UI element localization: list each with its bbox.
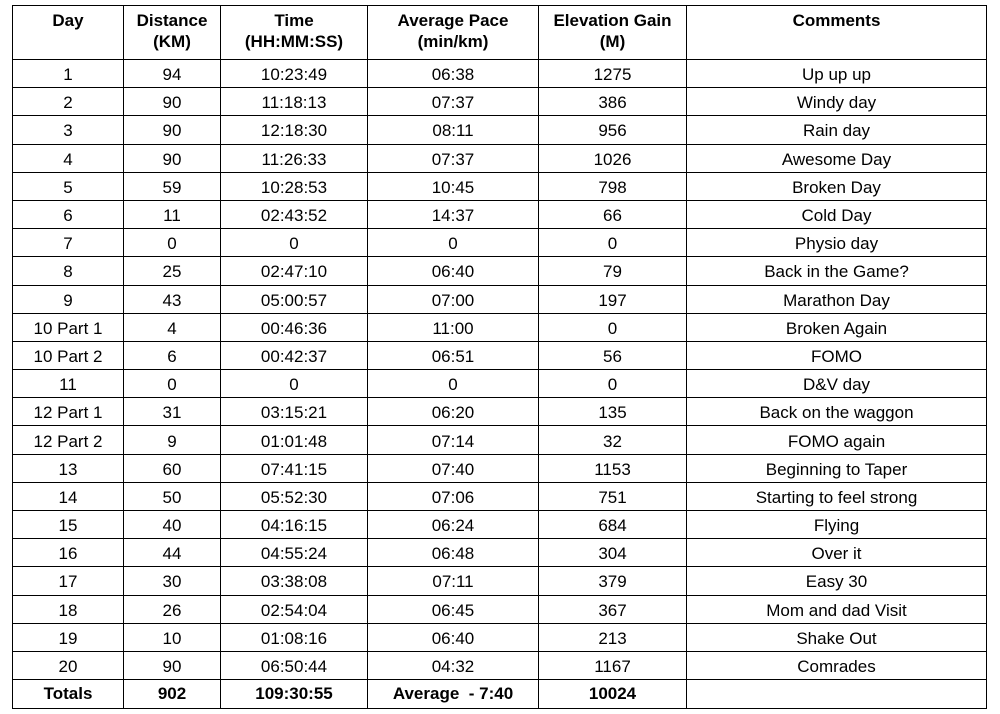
- cell-distance: 0: [124, 370, 221, 398]
- totals-elevation: 10024: [539, 680, 687, 709]
- header-pace-line1: Average Pace: [397, 11, 509, 30]
- cell-day: 19: [13, 623, 124, 651]
- cell-time: 05:52:30: [221, 482, 368, 510]
- cell-elevation: 751: [539, 482, 687, 510]
- cell-pace: 08:11: [368, 116, 539, 144]
- cell-pace: 06:51: [368, 341, 539, 369]
- cell-day: 10 Part 1: [13, 313, 124, 341]
- cell-comment: FOMO: [687, 341, 987, 369]
- cell-elevation: 56: [539, 341, 687, 369]
- cell-elevation: 0: [539, 370, 687, 398]
- cell-day: 5: [13, 172, 124, 200]
- table-row: [13, 454, 987, 482]
- cell-distance: 90: [124, 88, 221, 116]
- cell-pace: 06:38: [368, 60, 539, 88]
- cell-distance: 59: [124, 172, 221, 200]
- cell-pace: 0: [368, 229, 539, 257]
- cell-pace: 06:45: [368, 595, 539, 623]
- totals-pace: Average - 7:40: [368, 680, 539, 709]
- totals-label: Totals: [13, 680, 124, 709]
- cell-time: 05:00:57: [221, 285, 368, 313]
- cell-comment: D&V day: [687, 370, 987, 398]
- cell-time: 03:15:21: [221, 398, 368, 426]
- header-elevation-line2: (M): [599, 32, 626, 51]
- cell-day: 4: [13, 144, 124, 172]
- cell-pace: 07:06: [368, 482, 539, 510]
- cell-elevation: 1275: [539, 60, 687, 88]
- cell-pace: 07:37: [368, 144, 539, 172]
- cell-day: 10 Part 2: [13, 341, 124, 369]
- cell-time: 03:38:08: [221, 567, 368, 595]
- cell-comment: Back in the Game?: [687, 257, 987, 285]
- cell-comment: Awesome Day: [687, 144, 987, 172]
- table-row: [13, 313, 987, 341]
- header-day: [13, 6, 124, 60]
- cell-day: 1: [13, 60, 124, 88]
- table-row: [13, 200, 987, 228]
- cell-time: 00:46:36: [221, 313, 368, 341]
- cell-time: 06:50:44: [221, 651, 368, 679]
- cell-elevation: 0: [539, 313, 687, 341]
- table-row: [13, 482, 987, 510]
- table-row: [13, 370, 987, 398]
- cell-pace: 06:24: [368, 511, 539, 539]
- header-distance-line2: (KM): [153, 32, 191, 51]
- table-row: [13, 623, 987, 651]
- cell-pace: 06:48: [368, 539, 539, 567]
- table-row: [13, 511, 987, 539]
- cell-pace: 07:00: [368, 285, 539, 313]
- cell-time: 04:55:24: [221, 539, 368, 567]
- cell-distance: 31: [124, 398, 221, 426]
- training-table: [12, 5, 987, 709]
- cell-distance: 44: [124, 539, 221, 567]
- cell-time: 02:47:10: [221, 257, 368, 285]
- cell-day: 18: [13, 595, 124, 623]
- cell-elevation: 0: [539, 229, 687, 257]
- table-row: [13, 567, 987, 595]
- table-header: [13, 6, 987, 60]
- table-row: [13, 257, 987, 285]
- cell-time: 07:41:15: [221, 454, 368, 482]
- cell-elevation: 386: [539, 88, 687, 116]
- cell-time: 10:28:53: [221, 172, 368, 200]
- cell-distance: 90: [124, 144, 221, 172]
- cell-time: 0: [221, 229, 368, 257]
- cell-pace: 07:14: [368, 426, 539, 454]
- cell-elevation: 367: [539, 595, 687, 623]
- cell-distance: 60: [124, 454, 221, 482]
- cell-elevation: 66: [539, 200, 687, 228]
- cell-comment: Physio day: [687, 229, 987, 257]
- header-time: [221, 6, 368, 60]
- cell-day: 7: [13, 229, 124, 257]
- table-row: [13, 285, 987, 313]
- cell-elevation: 1153: [539, 454, 687, 482]
- cell-elevation: 1167: [539, 651, 687, 679]
- table-row: [13, 60, 987, 88]
- cell-distance: 0: [124, 229, 221, 257]
- cell-pace: 06:20: [368, 398, 539, 426]
- totals-time: 109:30:55: [221, 680, 368, 709]
- cell-comment: Broken Again: [687, 313, 987, 341]
- cell-distance: 6: [124, 341, 221, 369]
- cell-elevation: 1026: [539, 144, 687, 172]
- cell-comment: Beginning to Taper: [687, 454, 987, 482]
- cell-day: 17: [13, 567, 124, 595]
- cell-day: 9: [13, 285, 124, 313]
- header-elevation-line1: Elevation Gain: [553, 11, 672, 30]
- cell-pace: 07:37: [368, 88, 539, 116]
- table-row: [13, 144, 987, 172]
- cell-comment: Marathon Day: [687, 285, 987, 313]
- cell-day: 13: [13, 454, 124, 482]
- header-pace: [368, 6, 539, 60]
- cell-comment: Cold Day: [687, 200, 987, 228]
- table-row: [13, 88, 987, 116]
- cell-distance: 9: [124, 426, 221, 454]
- header-comments-label: Comments: [792, 11, 881, 30]
- cell-distance: 11: [124, 200, 221, 228]
- cell-comment: Comrades: [687, 651, 987, 679]
- table-row: [13, 398, 987, 426]
- cell-time: 12:18:30: [221, 116, 368, 144]
- totals-comment: [687, 680, 987, 709]
- cell-distance: 40: [124, 511, 221, 539]
- cell-comment: Easy 30: [687, 567, 987, 595]
- cell-time: 04:16:15: [221, 511, 368, 539]
- header-time-line1: Time: [274, 11, 314, 30]
- cell-elevation: 798: [539, 172, 687, 200]
- cell-day: 8: [13, 257, 124, 285]
- header-elevation: [539, 6, 687, 60]
- cell-comment: Up up up: [687, 60, 987, 88]
- cell-pace: 14:37: [368, 200, 539, 228]
- table-body: [13, 60, 987, 680]
- cell-distance: 10: [124, 623, 221, 651]
- cell-distance: 94: [124, 60, 221, 88]
- table-row: [13, 229, 987, 257]
- cell-pace: 04:32: [368, 651, 539, 679]
- cell-pace: 10:45: [368, 172, 539, 200]
- cell-day: 16: [13, 539, 124, 567]
- cell-pace: 06:40: [368, 623, 539, 651]
- cell-comment: Mom and dad Visit: [687, 595, 987, 623]
- cell-distance: 26: [124, 595, 221, 623]
- table-row: [13, 539, 987, 567]
- cell-pace: 07:40: [368, 454, 539, 482]
- cell-day: 14: [13, 482, 124, 510]
- cell-elevation: 213: [539, 623, 687, 651]
- cell-comment: Starting to feel strong: [687, 482, 987, 510]
- header-comments: [687, 6, 987, 60]
- cell-time: 10:23:49: [221, 60, 368, 88]
- cell-pace: 11:00: [368, 313, 539, 341]
- cell-distance: 90: [124, 651, 221, 679]
- cell-day: 6: [13, 200, 124, 228]
- cell-distance: 25: [124, 257, 221, 285]
- cell-comment: Broken Day: [687, 172, 987, 200]
- cell-time: 00:42:37: [221, 341, 368, 369]
- cell-time: 11:26:33: [221, 144, 368, 172]
- cell-comment: FOMO again: [687, 426, 987, 454]
- cell-day: 3: [13, 116, 124, 144]
- cell-time: 0: [221, 370, 368, 398]
- cell-comment: Back on the waggon: [687, 398, 987, 426]
- header-day-label: Day: [52, 11, 84, 30]
- header-pace-line2: (min/km): [417, 32, 489, 51]
- header-distance-line1: Distance: [136, 11, 208, 30]
- cell-time: 02:54:04: [221, 595, 368, 623]
- cell-elevation: 304: [539, 539, 687, 567]
- cell-time: 11:18:13: [221, 88, 368, 116]
- cell-elevation: 135: [539, 398, 687, 426]
- cell-day: 11: [13, 370, 124, 398]
- table-row: [13, 426, 987, 454]
- cell-comment: Shake Out: [687, 623, 987, 651]
- cell-distance: 50: [124, 482, 221, 510]
- training-log: [12, 5, 987, 709]
- cell-comment: Flying: [687, 511, 987, 539]
- cell-elevation: 379: [539, 567, 687, 595]
- table-row: [13, 172, 987, 200]
- header-time-line2: (HH:MM:SS): [244, 32, 344, 51]
- cell-comment: Over it: [687, 539, 987, 567]
- table-row: [13, 341, 987, 369]
- cell-elevation: 956: [539, 116, 687, 144]
- cell-distance: 90: [124, 116, 221, 144]
- cell-comment: Rain day: [687, 116, 987, 144]
- cell-day: 15: [13, 511, 124, 539]
- totals-row: [13, 680, 987, 709]
- cell-time: 02:43:52: [221, 200, 368, 228]
- totals-section: [13, 680, 987, 709]
- cell-time: 01:01:48: [221, 426, 368, 454]
- cell-distance: 30: [124, 567, 221, 595]
- totals-distance: 902: [124, 680, 221, 709]
- header-distance: [124, 6, 221, 60]
- cell-elevation: 79: [539, 257, 687, 285]
- table-row: [13, 651, 987, 679]
- cell-elevation: 197: [539, 285, 687, 313]
- cell-pace: 07:11: [368, 567, 539, 595]
- cell-pace: 06:40: [368, 257, 539, 285]
- table-row: [13, 116, 987, 144]
- cell-day: 2: [13, 88, 124, 116]
- cell-pace: 0: [368, 370, 539, 398]
- cell-distance: 4: [124, 313, 221, 341]
- cell-comment: Windy day: [687, 88, 987, 116]
- cell-day: 20: [13, 651, 124, 679]
- cell-distance: 43: [124, 285, 221, 313]
- cell-day: 12 Part 2: [13, 426, 124, 454]
- cell-elevation: 32: [539, 426, 687, 454]
- table-row: [13, 595, 987, 623]
- cell-day: 12 Part 1: [13, 398, 124, 426]
- cell-elevation: 684: [539, 511, 687, 539]
- cell-time: 01:08:16: [221, 623, 368, 651]
